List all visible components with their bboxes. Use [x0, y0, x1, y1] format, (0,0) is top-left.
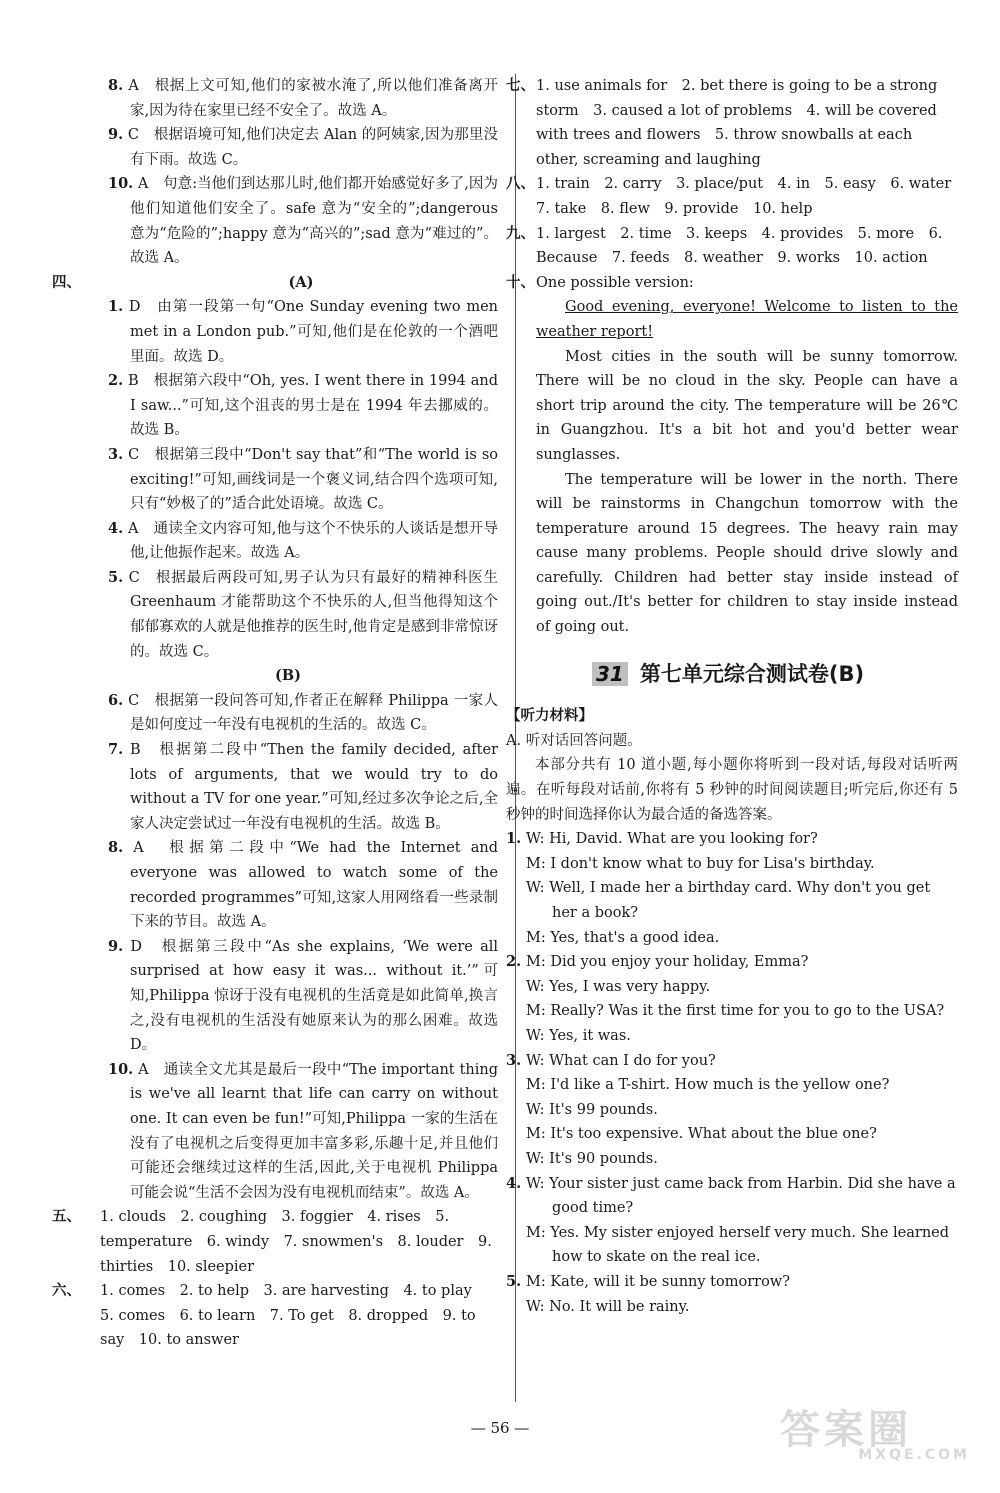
answer-item: 10. A 通读全文尤其是最后一段中“The important thing is we've all learnt that life can carry on without one. It can even be fun!”可知,Philippa 一家的生活在没有了电视机之后变得更加丰富多彩,乐趣十足,并且他们可能还会继续过这样的生活,因此,关于电视机 Philippa 可能会说“生活不会因为没有电视机而结束”。故选 A。	[108, 1060, 498, 1201]
listening-label: 【听力材料】	[506, 707, 593, 725]
dialogue-line: W: Well, I made her a birthday card. Why don't you get her a book?	[526, 880, 931, 921]
dialogue-line: W: Your sister just came back from Harbin. Did she have a good time?	[526, 1175, 956, 1217]
answer-item: 9. D 根据第三段中“As she explains, ‘We were all surprised at how easy it was... without it.’”可知,Philippa 惊讶于没有电视机的生活竟是如此简单,换言之,没有电视机的生活没有她原来认为的那么困难。故选 D。	[108, 937, 498, 1054]
dialogue-line: W: Hi, David. What are you looking for?	[526, 831, 818, 848]
answer-list: 1. clouds 2. coughing 3. foggier 4. rises 5. temperature 6. windy 7. snowmen's 8. louder 9. thirties 10. sleepier	[100, 1209, 492, 1275]
section-8	[506, 172, 966, 221]
passage-b-heading: (B)	[275, 667, 301, 685]
unit-title	[592, 662, 958, 687]
answer-item: 6. C 根据第一段问答可知,作者正在解释 Philippa 一家人是如何度过一年没有电视机的生活的。故选 C。	[108, 691, 498, 734]
section-6	[52, 1279, 498, 1353]
section-label: 六、	[52, 1282, 81, 1300]
part-a-instructions: 本部分共有 10 道小题,每小题你将听到一段对话,每段对话听两遍。在听每段对话前,你将有 5 秒钟的时间阅读题目;听完后,你还有 5 秒钟的时间选择你认为最合适的备选答案。	[506, 757, 958, 823]
essay-paragraph: The temperature will be lower in the north. There will be rainstorms in Changchun tomorrow with the temperature around 15 degrees. The heavy rain may cause many problems. People should drive slowly and carefully. Children had better stay inside instead of going out./It's better for children to stay inside instead of going out.	[536, 471, 958, 636]
unit-title-text: 第七单元综合测试卷(B)	[639, 661, 865, 686]
dialogue-line: M: Did you enjoy your holiday, Emma?	[526, 954, 809, 971]
answer-item: 8. A 根据第二段中“We had the Internet and everyone was allowed to watch some of the recorded programmes”可知,这家人用网络看一些录制下来的节目。故选 A。	[108, 839, 498, 931]
answer-item: 9. C 根据语境可知,他们决定去 Alan 的阿姨家,因为那里没有下雨。故选 C。	[108, 126, 499, 168]
right-column	[506, 74, 966, 1319]
dialogue-line: W: No. It will be rainy.	[526, 1298, 690, 1315]
dialogue-number: 2.	[506, 953, 522, 971]
answer-item: 4. A 通读全文内容可知,他与这个不快乐的人谈话是想开导他,让他振作起来。故选 A。	[108, 519, 498, 562]
dialogue-line: M: Yes, that's a good idea.	[526, 929, 720, 946]
section-label: 八、	[506, 175, 535, 193]
part-a-title: A. 听对话回答问题。	[506, 732, 642, 749]
unit-number-badge: 31	[592, 662, 628, 687]
answer-item: 10. A 句意:当他们到达那儿时,他们都开始感觉好多了,因为他们知道他们安全了。safe 意为“安全的”;dangerous 意为“危险的”;happy 意为“高兴的”;sad 意为“难过的”。故选 A。	[108, 175, 498, 267]
passage-a-heading: (A)	[288, 273, 314, 291]
answer-list: 1. largest 2. time 3. keeps 4. provides 5. more 6. Because 7. feeds 8. weather 9. works 10. action	[536, 225, 943, 267]
left-column	[52, 74, 499, 1353]
dialogue-line: W: It's 90 pounds.	[526, 1150, 658, 1167]
dialogue	[506, 827, 958, 950]
dialogue-number: 3.	[506, 1051, 522, 1069]
answer-item: 8. A 根据上文可知,他们的家被水淹了,所以他们准备离开家,因为待在家里已经不安全了。故选 A。	[108, 77, 498, 119]
dialogue-line: M: Really? Was it the first time for you to go to the USA?	[526, 1003, 945, 1020]
answer-list: 1. use animals for 2. bet there is going to be a strong storm 3. caused a lot of problems 4. will be covered with trees and flowers 5. throw snowballs at each other, screaming and laughing	[536, 78, 938, 168]
answer-item: 7. B 根据第二段中“Then the family decided, after lots of arguments, that we would try to do without a TV for one year.”可知,经过多次争论之后,全家人决定尝试过一年没有电视机的生活。故选 B。	[108, 741, 498, 832]
page-number: — 56 —	[470, 1419, 530, 1437]
dialogue-line: W: Yes, it was.	[526, 1027, 631, 1044]
section-7	[506, 74, 958, 172]
dialogue	[506, 1172, 958, 1270]
dialogue	[506, 950, 958, 1048]
dialogue-line: M: I'd like a T-shirt. How much is the yellow one?	[526, 1077, 890, 1094]
dialogue	[506, 1049, 958, 1172]
answer-list: 1. comes 2. to help 3. are harvesting 4. to play 5. comes 6. to learn 7. To get 8. dropped 9. to say 10. to answer	[100, 1283, 487, 1349]
dialogue-line: M: Kate, will it be sunny tomorrow?	[526, 1273, 790, 1290]
watermark-logo: 答案圈 MXQE.COM	[780, 1407, 970, 1463]
section-label: 十、	[506, 273, 535, 291]
answer-list: 1. train 2. carry 3. place/put 4. in 5. easy 6. water 7. take 8. flew 9. provide 10. help	[536, 176, 966, 217]
dialogue-line: W: Yes, I was very happy.	[526, 978, 711, 995]
dialogue-line: W: It's 99 pounds.	[526, 1101, 658, 1118]
essay-paragraph: Most cities in the south will be sunny tomorrow. There will be no cloud in the sky. People can have a short trip around the city. The temperature will be 26℃ in Guangzhou. It's a bit hot and you'd better wear sunglasses.	[536, 348, 958, 463]
section-9	[506, 222, 958, 271]
essay-intro: One possible version:	[536, 274, 694, 291]
answer-item: 1. D 由第一段第一句“One Sunday evening two men met in a London pub.”可知,他们是在伦敦的一个酒吧里面。故选 D。	[108, 298, 498, 365]
dialogue-list	[506, 827, 958, 1319]
dialogue	[506, 1270, 958, 1319]
dialogue-line: W: What can I do for you?	[526, 1052, 716, 1069]
dialogue-line: M: Yes. My sister enjoyed herself very much. She learned how to skate on the real ice.	[526, 1224, 950, 1266]
dialogue-number: 1.	[506, 830, 522, 848]
answer-item: 5. C 根据最后两段可知,男子认为只有最好的精神科医生 Greenhaum 才能帮助这个不快乐的人,但当他得知这个郁郁寡欢的人就是他推荐的医生时,他肯定是感到非常惊讶的。故选 C。	[108, 568, 499, 660]
section-10	[506, 271, 958, 640]
answer-item: 3. C 根据第三段中“Don't say that”和“The world is so exciting!”可知,画线词是一个褒义词,结合四个选项可知,只有“妙极了的”适合此处语境。故选 C。	[108, 445, 499, 513]
dialogue-line: M: I don't know what to buy for Lisa's birthday.	[526, 855, 875, 872]
dialogue-number: 5.	[506, 1272, 522, 1290]
dialogue-number: 4.	[506, 1174, 522, 1192]
section-label: 九、	[506, 224, 535, 242]
section-label: 五、	[52, 1208, 81, 1226]
section-5	[52, 1205, 498, 1279]
section-label: 四、	[52, 273, 81, 291]
section-4	[52, 271, 498, 296]
section-label: 七、	[506, 77, 535, 94]
answer-item: 2. B 根据第六段中“Oh, yes. I went there in 1994 and I saw...”可知,这个沮丧的男士是在 1994 年去挪威的。故选 B。	[108, 372, 498, 439]
listening-section	[506, 704, 958, 1319]
dialogue-line: M: It's too expensive. What about the blue one?	[526, 1126, 877, 1143]
essay-heading: Good evening, everyone! Welcome to listen to the weather report!	[536, 299, 958, 340]
